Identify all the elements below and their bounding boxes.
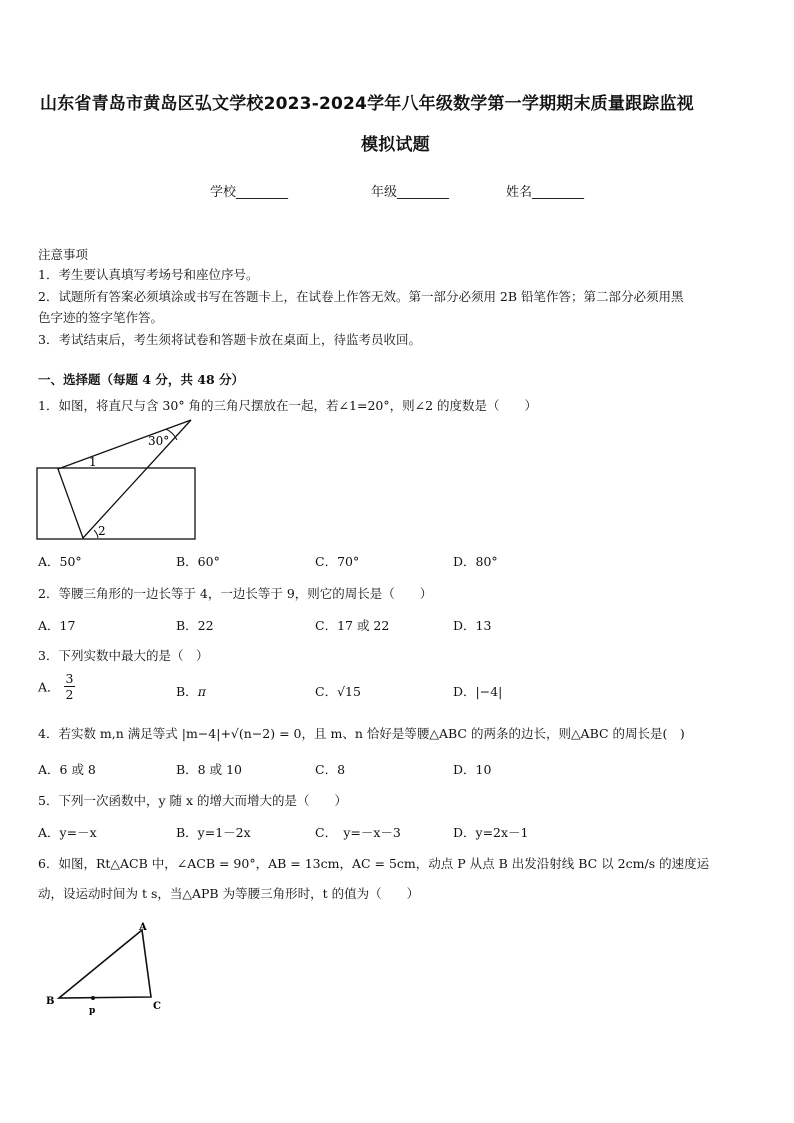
option-d-value: |−4| xyxy=(475,684,503,699)
option-a[interactable]: A．17 xyxy=(38,618,76,633)
option-c[interactable]: C． y=－x－3 xyxy=(315,825,401,840)
option-b[interactable] xyxy=(176,682,206,700)
option-d[interactable]: D．80° xyxy=(453,554,498,569)
notice-item: 2．试题所有答案必须填涂或书写在答题卡上，在试卷上作答无效。第一部分必须用 2B 铅笔作答；第二部分必须用黑 xyxy=(38,289,684,304)
page-title: 山东省青岛市黄岛区弘文学校2023-2024学年八年级数学第一学期期末质量跟踪监视 xyxy=(40,94,694,114)
question-5-stem: 5．下列一次函数中，y 随 x 的增大而增大的是（ ） xyxy=(38,793,347,808)
school-field[interactable]: 学校________ xyxy=(210,185,289,200)
vertex-c-label: C xyxy=(153,1001,161,1012)
option-a[interactable] xyxy=(38,671,75,702)
question-6-stem-line1: 6．如图，Rt△ACB 中，∠ACB = 90°，AB = 13cm，AC = 5cm，动点 P 从点 B 出发沿射线 BC 以 2cm/s 的速度运 xyxy=(38,856,710,871)
triangle-shape xyxy=(58,420,191,538)
angle-2-label: 2 xyxy=(98,524,106,538)
option-b[interactable]: B．y=1－2x xyxy=(176,825,251,840)
notice-heading: 注意事项 xyxy=(38,247,89,262)
option-a[interactable]: A．50° xyxy=(38,554,82,569)
option-b-value: π xyxy=(197,684,206,699)
point-p-dot xyxy=(91,996,95,1000)
option-b[interactable]: B．8 或 10 xyxy=(176,762,242,777)
grade-field[interactable]: 年级________ xyxy=(371,185,450,200)
option-d-label: D． xyxy=(453,684,476,699)
option-d[interactable] xyxy=(453,682,502,700)
page-title-line2: 模拟试题 xyxy=(361,135,430,155)
angle-1-label: 1 xyxy=(89,455,97,469)
option-a[interactable]: A．6 或 8 xyxy=(38,762,96,777)
option-d[interactable]: D．10 xyxy=(453,762,492,777)
option-a-label: A． xyxy=(38,679,60,695)
fraction-numerator: 3 xyxy=(65,671,74,686)
question-2-stem: 2．等腰三角形的一边长等于 4，一边长等于 9，则它的周长是（ ） xyxy=(38,586,433,601)
vertex-a-label: A xyxy=(139,922,147,933)
option-b-label: B． xyxy=(176,684,198,699)
question-4-stem: 4．若实数 m,n 满足等式 |m−4|+√(n−2) = 0，且 m、n 恰好是等腰△ABC 的两条的边长，则△ABC 的周长是( ) xyxy=(38,726,685,741)
notice-item: 色字迹的签字笔作答。 xyxy=(38,310,164,325)
question-3-stem: 3．下列实数中最大的是（ ） xyxy=(38,648,209,663)
notice-item: 1．考生要认真填写考场号和座位序号。 xyxy=(38,267,259,282)
triangle-abc-shape xyxy=(59,930,151,998)
section-heading: 一、选择题（每题 4 分，共 48 分） xyxy=(38,372,245,387)
option-b[interactable]: B．22 xyxy=(176,618,214,633)
option-a[interactable]: A．y=－x xyxy=(38,825,97,840)
option-b[interactable]: B．60° xyxy=(176,554,220,569)
question-1-stem: 1．如图，将直尺与含 30° 角的三角尺摆放在一起，若∠1=20°，则∠2 的度数是（ ） xyxy=(38,398,538,413)
option-c[interactable]: C．17 或 22 xyxy=(315,618,390,633)
triangle-abc-figure xyxy=(38,920,168,1018)
fraction-denominator: 2 xyxy=(65,687,74,702)
option-c[interactable]: C．8 xyxy=(315,762,346,777)
option-c-label: C． xyxy=(315,684,338,699)
option-d[interactable]: D．13 xyxy=(453,618,492,633)
point-p-label: p xyxy=(89,1006,96,1016)
notice-item: 3．考试结束后，考生须将试卷和答题卡放在桌面上，待监考员收回。 xyxy=(38,332,421,347)
option-d[interactable]: D．y=2x－1 xyxy=(453,825,529,840)
fraction-three-halves xyxy=(64,671,76,702)
ruler-triangle-figure xyxy=(36,418,198,542)
name-field[interactable]: 姓名________ xyxy=(506,185,585,200)
angle-30-label: 30° xyxy=(148,434,170,448)
option-c[interactable]: C．70° xyxy=(315,554,360,569)
question-6-stem-line2: 动，设运动时间为 t s，当△APB 为等腰三角形时，t 的值为（ ） xyxy=(38,886,420,901)
option-c-value: √15 xyxy=(337,684,361,699)
ruler-shape xyxy=(37,468,195,539)
vertex-b-label: B xyxy=(46,996,55,1007)
option-c[interactable] xyxy=(315,682,361,700)
